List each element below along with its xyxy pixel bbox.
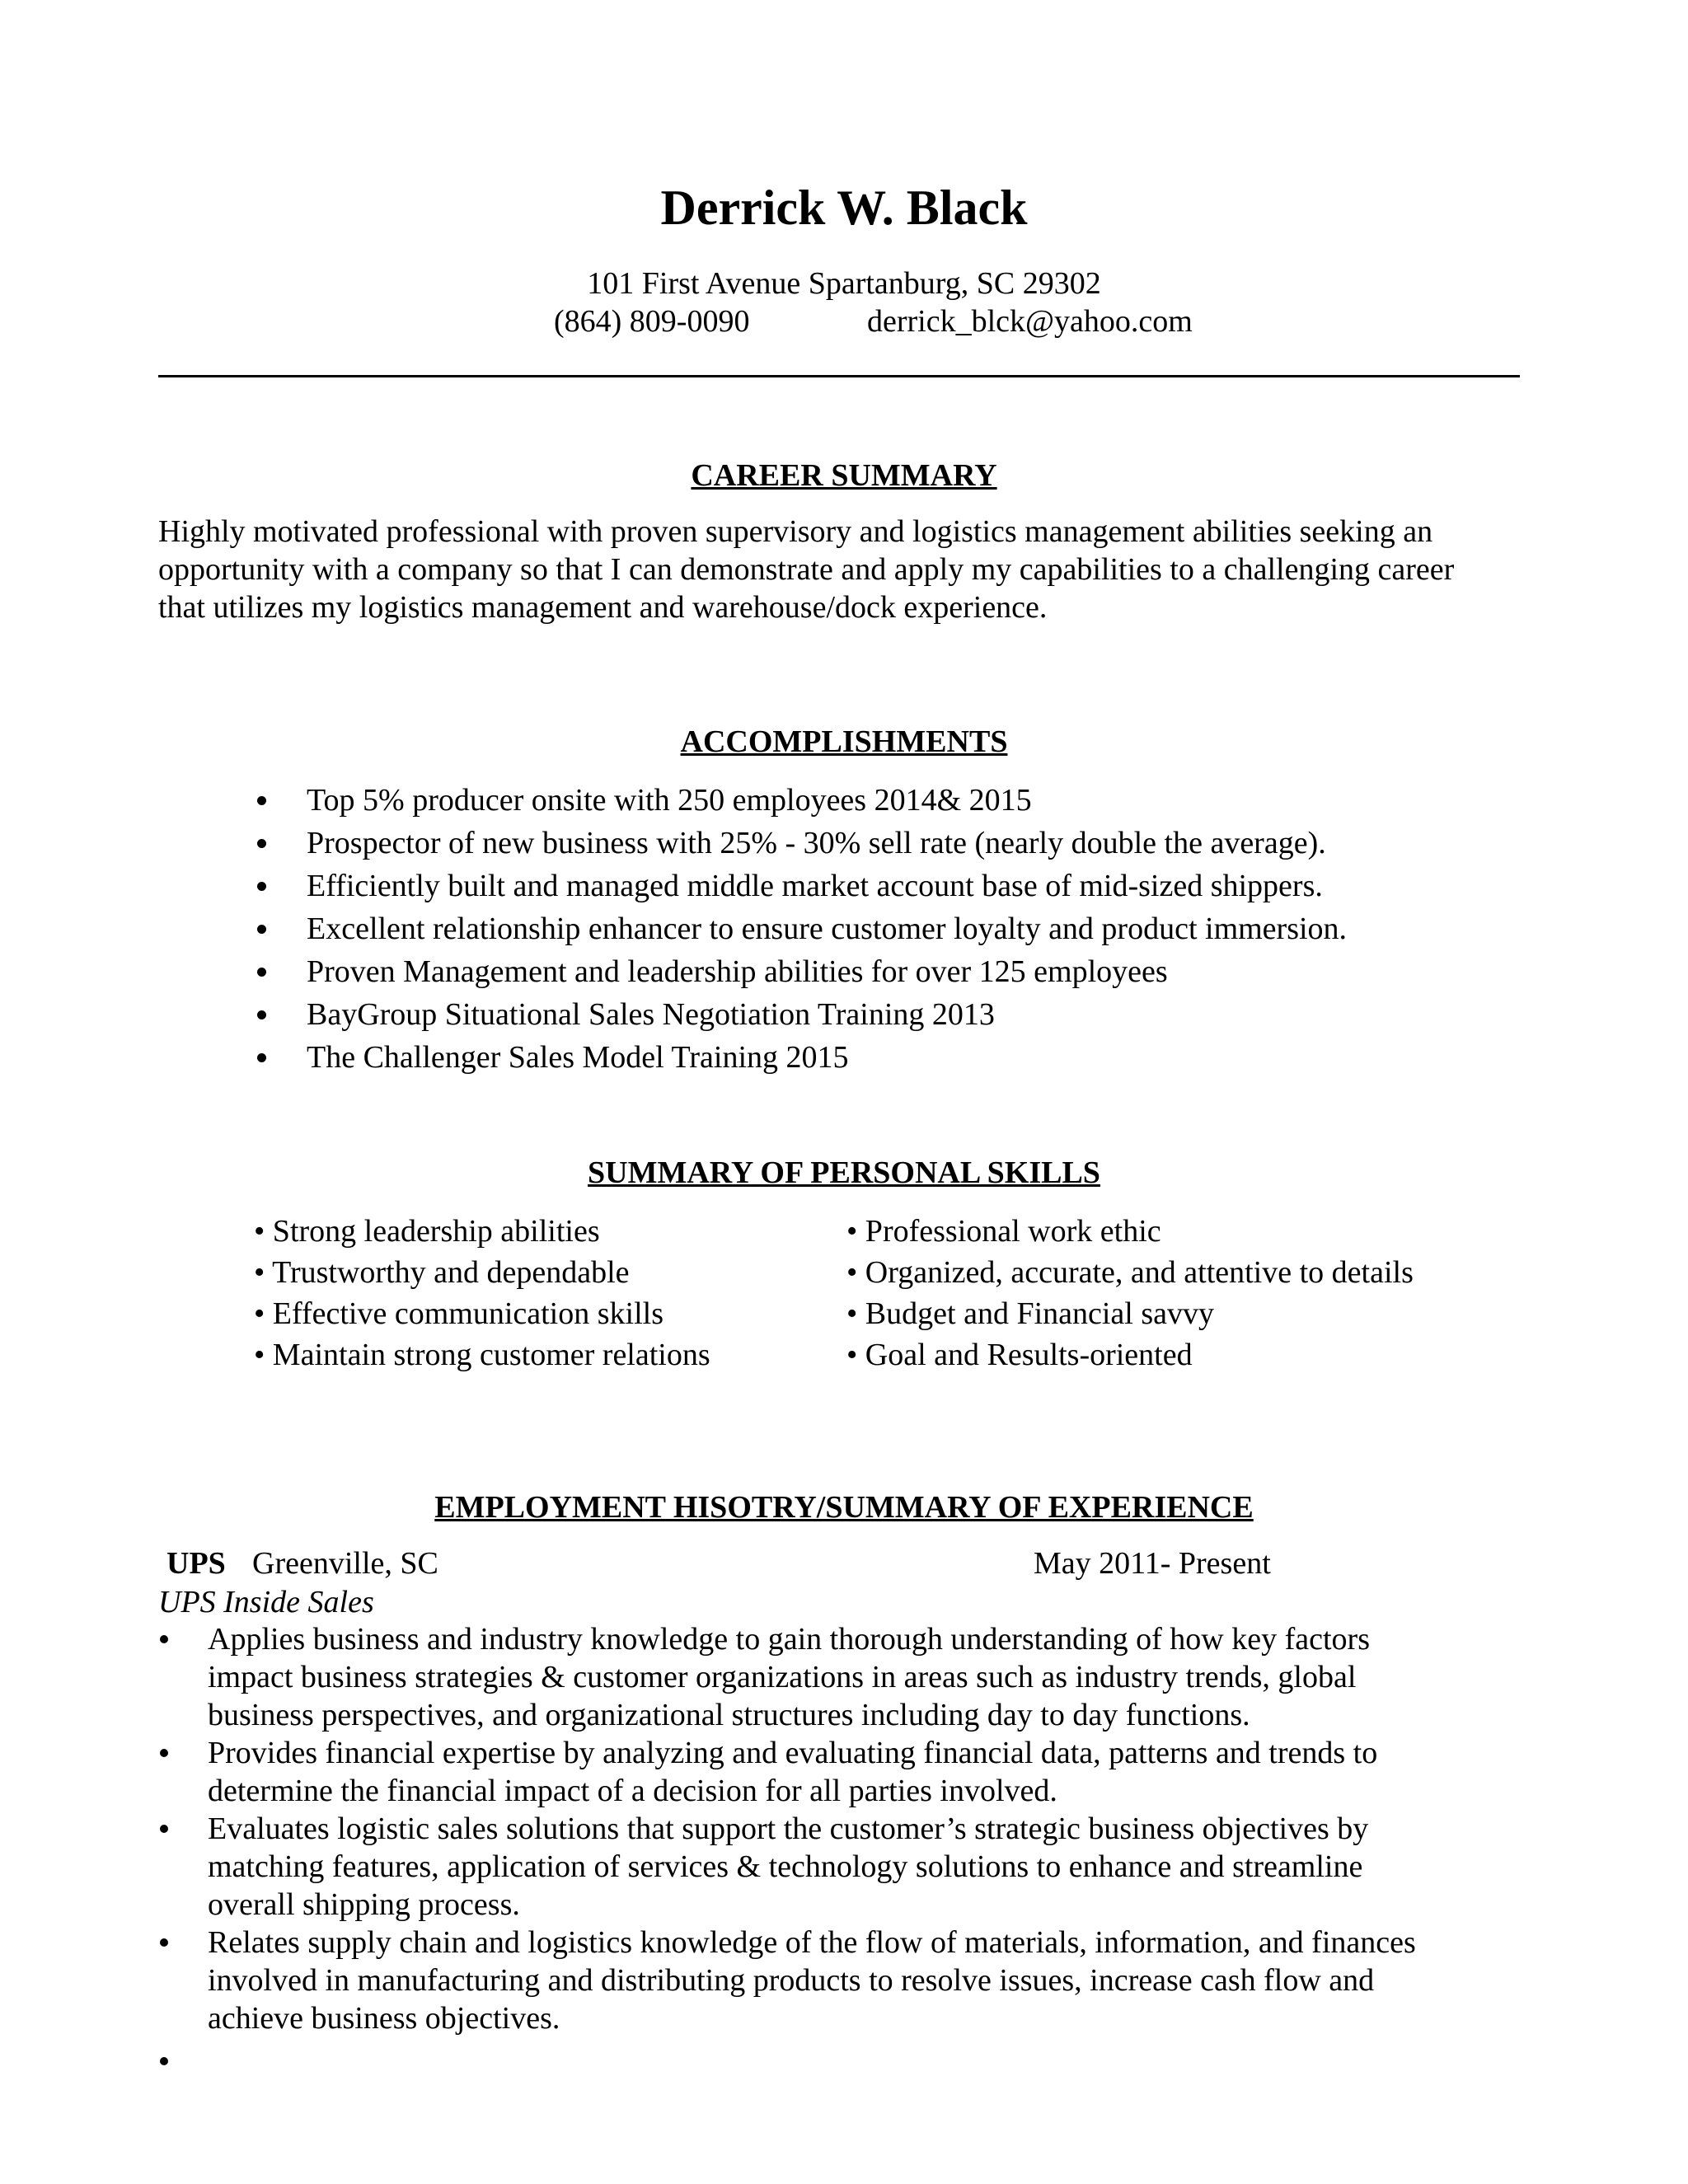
- skills-column-right: [846, 1211, 1414, 1376]
- bullet-icon: [257, 968, 266, 977]
- list-item: The Challenger Sales Model Training 2015: [257, 1036, 1347, 1079]
- candidate-name: Derrick W. Black: [660, 180, 1028, 235]
- list-item-empty: [158, 2042, 1559, 2080]
- bullet-icon: [257, 1010, 266, 1019]
- bullet-icon: [257, 925, 266, 934]
- career-summary-line: that utilizes my logistics management and warehouse/dock experience.: [158, 590, 1048, 625]
- header-divider: [158, 375, 1520, 377]
- skill-item: • Professional work ethic: [846, 1214, 1161, 1249]
- career-summary-text: [158, 513, 1543, 626]
- bullet-icon: [160, 1635, 168, 1643]
- employer-name: UPS: [166, 1546, 226, 1581]
- bullet-icon: [160, 1749, 168, 1757]
- skill-item: • Budget and Financial savvy: [846, 1296, 1214, 1331]
- career-summary-heading: CAREER SUMMARY: [691, 458, 997, 493]
- bullet-icon: [257, 839, 266, 848]
- bullet-icon: [257, 1053, 266, 1062]
- skill-item: • Strong leadership abilities: [254, 1214, 600, 1249]
- employment-heading: EMPLOYMENT HISOTRY/SUMMARY OF EXPERIENCE: [434, 1490, 1254, 1525]
- list-item: Provides financial expertise by analyzing and evaluating financial data, patterns and trends to determine the financial impact of a decision for all parties involved.: [158, 1734, 1559, 1810]
- career-summary-line: Highly motivated professional with proven supervisory and logistics management abilities seeking an: [158, 514, 1433, 549]
- list-item: Evaluates logistic sales solutions that support the customer’s strategic business objectives by matching features, application of services & technology solutions to enhance and streamline overall shipping process.: [158, 1810, 1559, 1924]
- list-item: Applies business and industry knowledge to gain thorough understanding of how key factors impact business strategies & customer organizations in areas such as industry trends, global business perspectives, and organizational structures including day to day functions.: [158, 1620, 1559, 1734]
- skill-item: • Organized, accurate, and attentive to details: [846, 1255, 1414, 1290]
- list-item: BayGroup Situational Sales Negotiation Training 2013: [257, 993, 1347, 1036]
- skill-item: • Maintain strong customer relations: [254, 1338, 710, 1372]
- bullet-icon: [257, 882, 266, 891]
- address: 101 First Avenue Spartanburg, SC 29302: [587, 266, 1101, 301]
- career-summary-line: opportunity with a company so that I can demonstrate and apply my capabilities to a challenging career: [158, 552, 1455, 587]
- skill-item: • Trustworthy and dependable: [254, 1255, 630, 1290]
- job-duties-list: [158, 1620, 1559, 2080]
- list-item: Excellent relationship enhancer to ensure customer loyalty and product immersion.: [257, 907, 1347, 950]
- bullet-icon: [257, 796, 266, 805]
- list-item: Top 5% producer onsite with 250 employees 2014& 2015: [257, 779, 1347, 822]
- job-title: UPS Inside Sales: [158, 1585, 374, 1619]
- bullet-icon: [160, 2057, 168, 2065]
- phone-number: (864) 809-0090: [554, 304, 750, 339]
- email-address: derrick_blck@yahoo.com: [867, 304, 1193, 339]
- bullet-icon: [160, 1825, 168, 1833]
- skill-item: • Effective communication skills: [254, 1296, 663, 1331]
- employment-dates: May 2011- Present: [1034, 1546, 1271, 1581]
- employer-location: Greenville, SC: [252, 1546, 438, 1581]
- list-item: Relates supply chain and logistics knowledge of the flow of materials, information, and finances involved in manufacturing and distributing products to resolve issues, increase cash flow and achieve business objectives.: [158, 1924, 1559, 2037]
- list-item: Efficiently built and managed middle market account base of mid-sized shippers.: [257, 865, 1347, 907]
- skills-heading: SUMMARY OF PERSONAL SKILLS: [588, 1155, 1100, 1190]
- list-item: Proven Management and leadership abilities for over 125 employees: [257, 950, 1347, 993]
- skill-item: • Goal and Results-oriented: [846, 1338, 1193, 1372]
- skills-column-left: [254, 1211, 710, 1376]
- bullet-icon: [160, 1938, 168, 1947]
- accomplishments-heading: ACCOMPLISHMENTS: [680, 724, 1008, 759]
- accomplishments-list: [257, 779, 1347, 1079]
- list-item: Prospector of new business with 25% - 30% sell rate (nearly double the average).: [257, 822, 1347, 865]
